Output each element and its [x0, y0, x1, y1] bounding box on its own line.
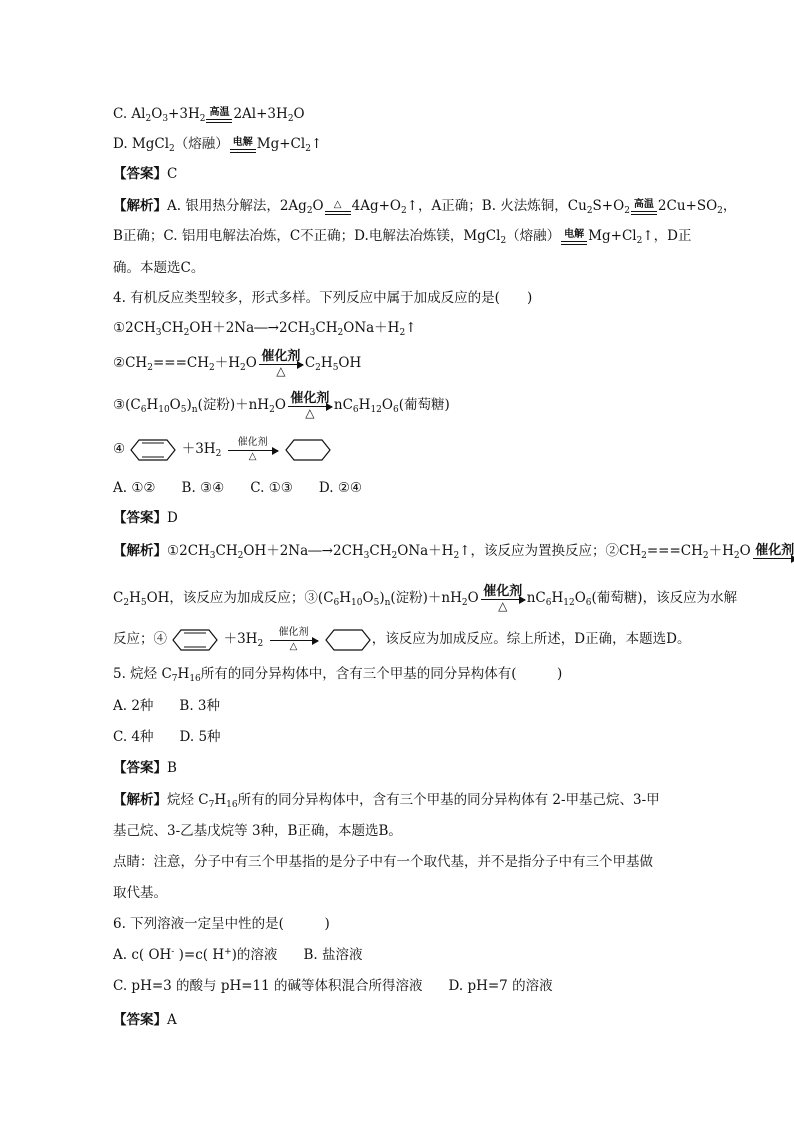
q4-options: A. ①② B. ③④ C. ①③ D. ②④	[113, 480, 363, 496]
q6-options-ab: A. c( OH- )=c( H+)的溶液 B. 盐溶液	[113, 947, 363, 963]
explanation-4-line2: $C_2H_5OH$，该反应为加成反应；$③(C_6H_{10}O_5)_n$(淀粉)$+nH_2O$ 催化剂 △ $nC_6H_{12}O_6$(葡萄糖)，该反应为水解	[113, 584, 738, 613]
q5-options-cd: C. 4种 D. 5种	[113, 729, 221, 745]
answer-5: 【答案】B	[113, 760, 177, 776]
cyclohexane-ring-icon	[284, 438, 332, 462]
q4-reaction-4: ④ $+3H_2$ 催化剂 △	[113, 436, 332, 463]
question-4: 4. 有机反应类型较多，形式多样。下列反应中属于加成反应的是( )	[113, 290, 533, 306]
answer-4: 【答案】D	[113, 510, 178, 526]
benzene-ring-icon	[129, 438, 177, 462]
q4-reaction-1: $①2CH_3CH_2OH+2Na―\to 2CH_3CH_2ONa+H_2↑$	[113, 320, 417, 338]
cyclohexane-ring-icon	[324, 628, 372, 652]
q6-options-cd: C. pH=3 的酸与 pH=11 的碱等体积混合所得溶液 D. pH=7 的溶液	[113, 978, 553, 994]
explanation-5-line1: 【解析】烷烃 $C_7H_{16}$所有的同分异构体中，含有三个甲基的同分异构体有 2-甲基己烷、3-甲	[113, 792, 660, 810]
q4-reaction-2: $②CH_2===CH_2+H_2O$ 催化剂 △ $C_2H_5OH$	[113, 349, 362, 378]
note-5-line1: 点睛：注意，分子中有三个甲基指的是分子中有一个取代基，并不是指分子中有三个甲基做	[113, 854, 653, 870]
option-c: C. $Al_2O_3+3H_2$ 高温 $2Al+3H_2O$	[113, 106, 305, 124]
benzene-ring-icon	[171, 628, 219, 652]
explanation-3-line1: 【解析】A. 银用热分解法，$2Ag_2O$ △ $4Ag+O_2↑$，A正确；B. 火法炼铜，$Cu_2S+O_2$ 高温 $2Cu+SO_2$，	[113, 198, 737, 216]
option-d: D. MgCl$_2$（熔融） 电解 $Mg+Cl_2↑$	[113, 136, 323, 154]
explanation-4-line1: 【解析】$①2CH_3CH_2OH+2Na―\to 2CH_3CH_2ONa+H_2↑$，该反应为置换反应；$②CH_2===CH_2+H_2O$ 催化剂	[113, 541, 794, 561]
q5-options-ab: A. 2种 B. 3种	[113, 698, 221, 714]
explanation-5-line2: 基己烷、3-乙基戊烷等 3种，B正确，本题选B。	[113, 823, 402, 839]
note-5-line2: 取代基。	[113, 885, 167, 901]
explanation-3-line2: B正确；C. 铝用电解法冶炼，C不正确；D.电解法冶炼镁，MgCl$_2$（熔融） 电解 $Mg+Cl_2↑$，D正	[113, 228, 692, 246]
explanation-3-line3: 确。本题选C。	[113, 260, 205, 276]
question-6: 6. 下列溶液一定呈中性的是( )	[113, 916, 330, 932]
answer-3: 【答案】C	[113, 166, 178, 182]
explanation-4-line3: 反应；④ $+3H_2$ 催化剂 △ ，该反应为加成反应。综上所述，D正确，本题选D。	[113, 627, 691, 652]
q4-reaction-3: $③(C_6H_{10}O_5)_n$(淀粉)$+nH_2O$ 催化剂 △ $nC_6H_{12}O_6$(葡萄糖)	[113, 391, 450, 420]
answer-6: 【答案】A	[113, 1012, 177, 1028]
question-5: 5. 烷烃 $C_7H_{16}$所有的同分异构体中，含有三个甲基的同分异构体有( )	[113, 666, 563, 684]
